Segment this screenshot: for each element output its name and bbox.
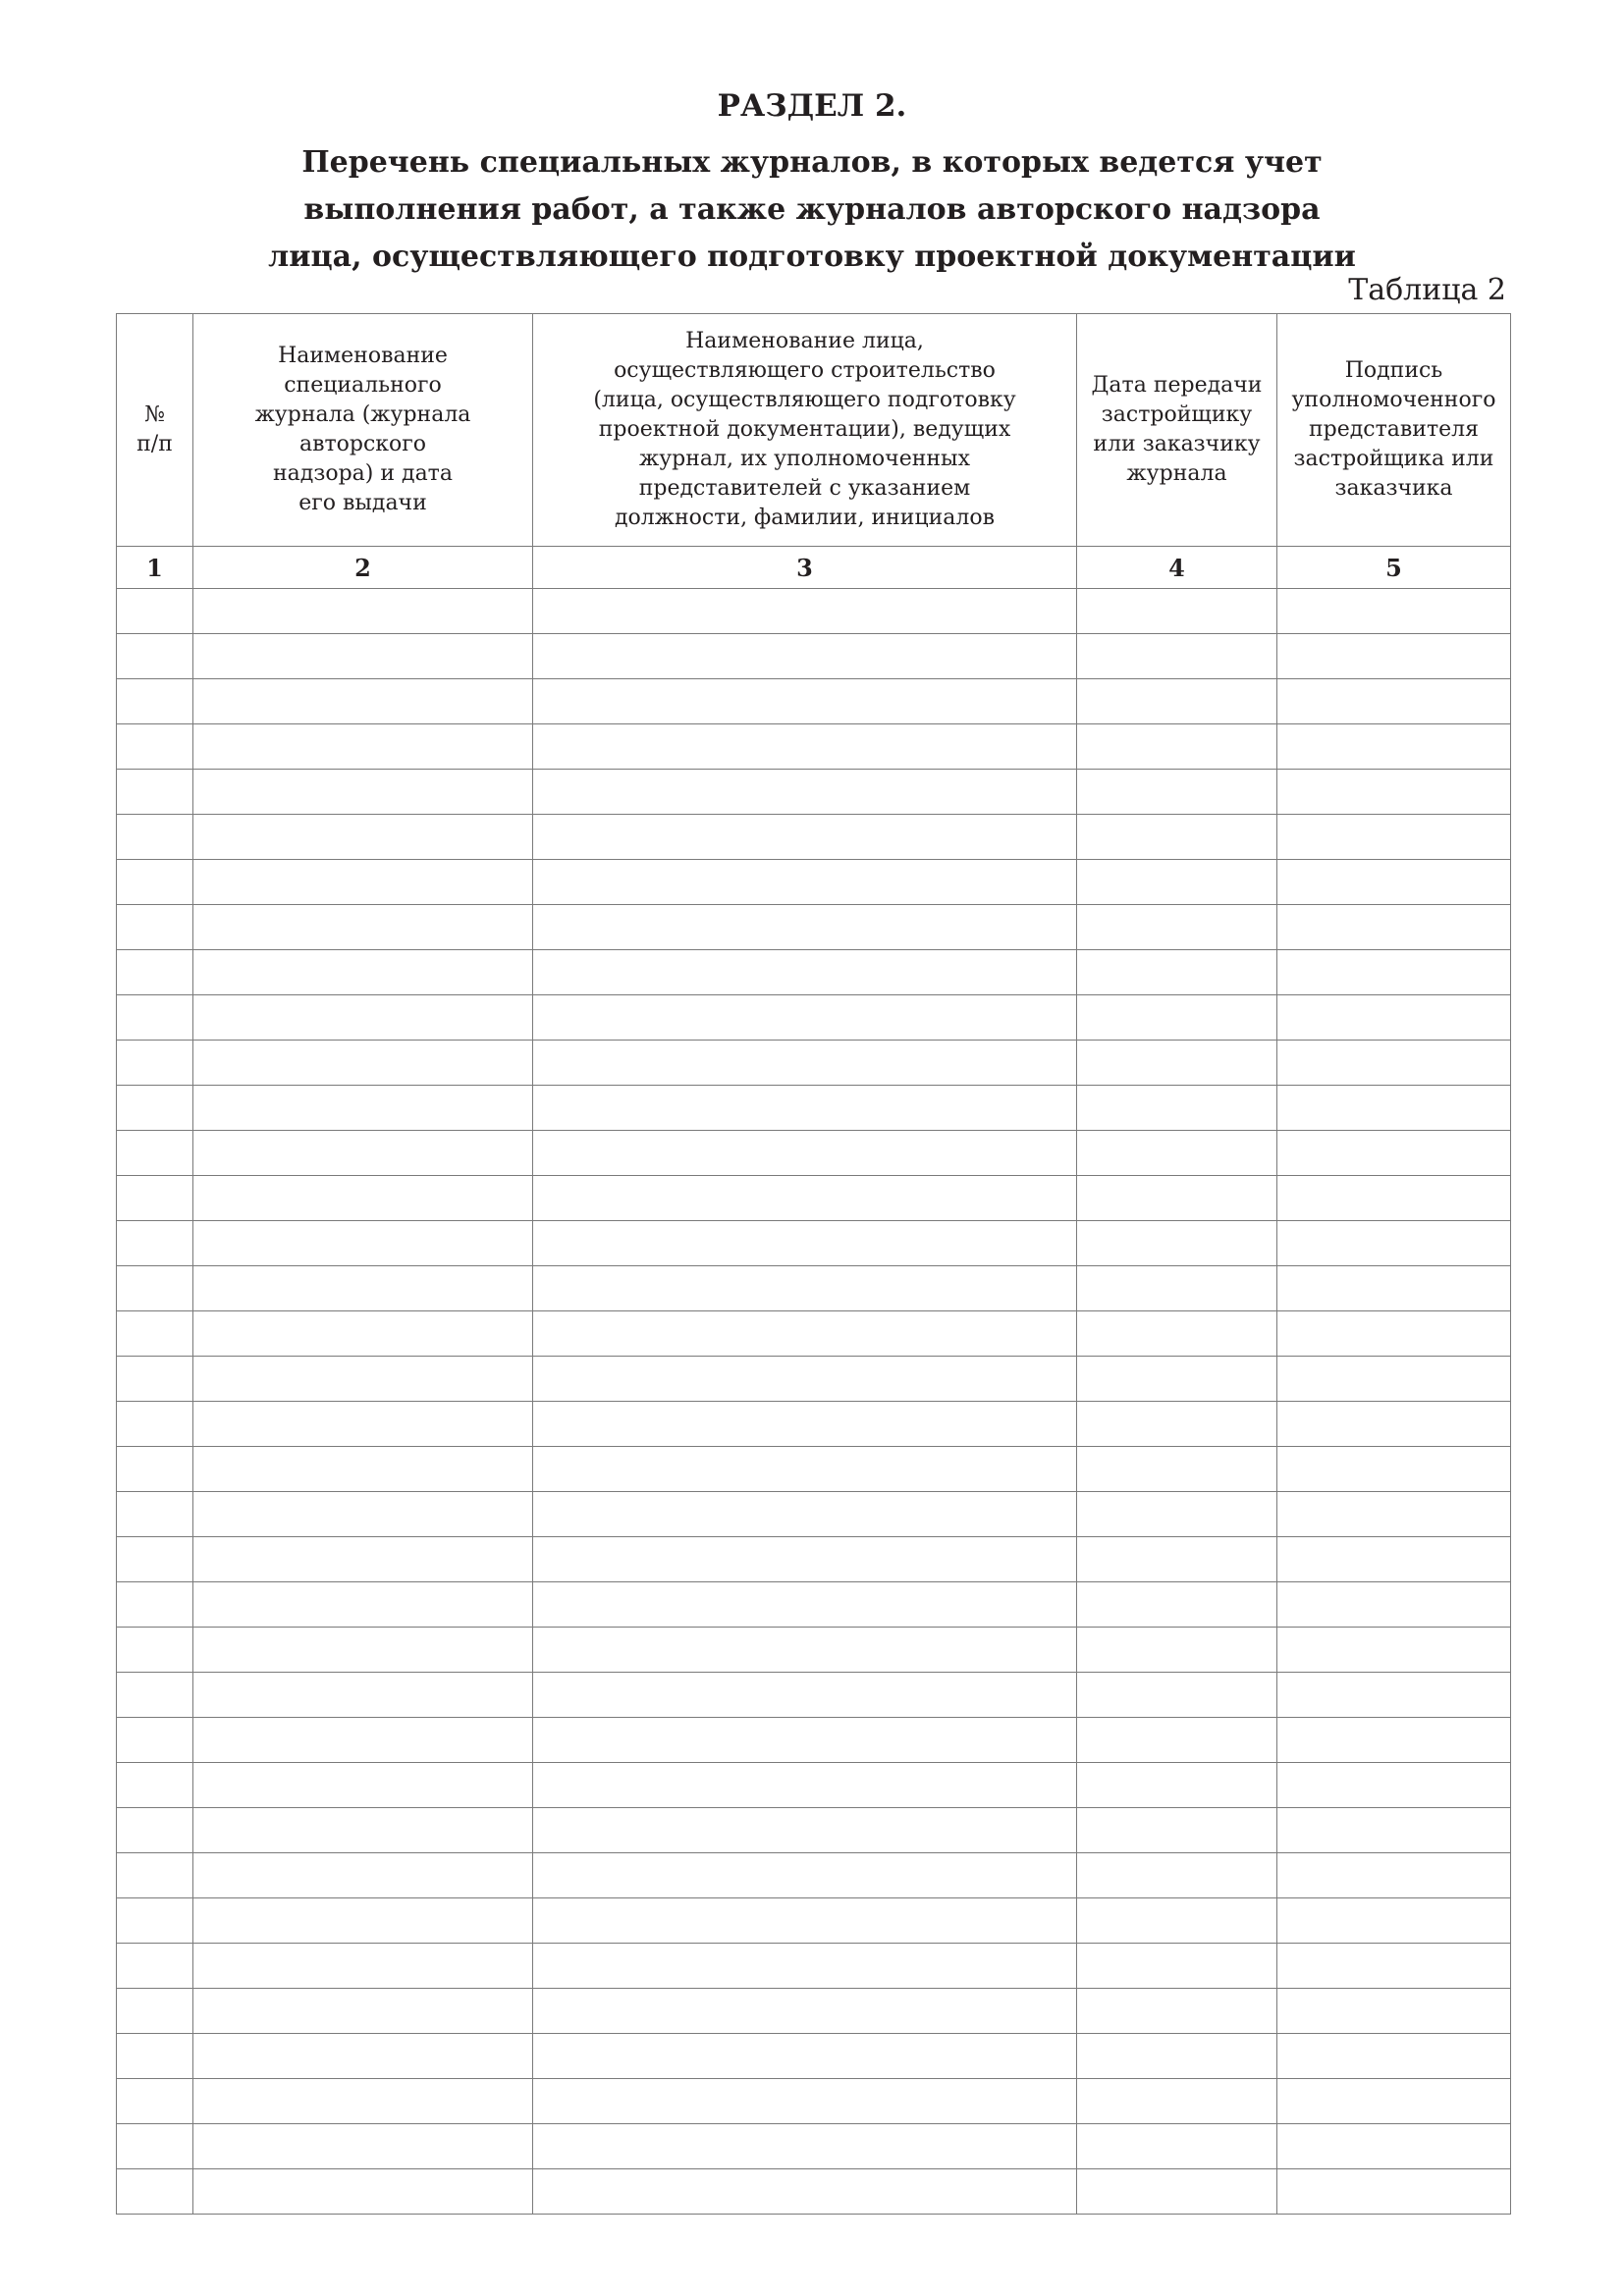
- header-line: заказчика: [1334, 476, 1453, 501]
- table-row: [117, 1853, 1511, 1898]
- table-cell[interactable]: [193, 1989, 533, 2034]
- table-cell[interactable]: [193, 815, 533, 860]
- header-line: должности, фамилии, инициалов: [615, 506, 995, 530]
- column-number: 1: [117, 547, 193, 589]
- table-cell[interactable]: [533, 1311, 1077, 1357]
- header-line: застройщику: [1101, 402, 1253, 427]
- table-cell[interactable]: [1077, 1402, 1277, 1447]
- table-cell[interactable]: [533, 589, 1077, 634]
- table-cell[interactable]: [533, 1492, 1077, 1537]
- table-cell[interactable]: [1077, 950, 1277, 995]
- table-cell[interactable]: [117, 950, 193, 995]
- table-cell[interactable]: [1277, 1853, 1511, 1898]
- header-line: журнал, их уполномоченных: [639, 447, 970, 471]
- table-cell[interactable]: [1277, 1086, 1511, 1131]
- header-line: журнала (журнала: [254, 402, 471, 427]
- header-line: или заказчику: [1093, 432, 1261, 456]
- subtitle-line: выполнения работ, а также журналов авторского надзора: [303, 192, 1321, 227]
- table-cell[interactable]: [193, 1853, 533, 1898]
- table-cell[interactable]: [1077, 1447, 1277, 1492]
- table-cell[interactable]: [193, 1402, 533, 1447]
- table-cell[interactable]: [1077, 1989, 1277, 2034]
- table-cell[interactable]: [193, 2124, 533, 2169]
- table-cell[interactable]: [117, 1447, 193, 1492]
- column-number-row: [117, 547, 1511, 589]
- table-cell[interactable]: [1077, 634, 1277, 679]
- table-cell[interactable]: [193, 1673, 533, 1718]
- table-cell[interactable]: [193, 1221, 533, 1266]
- table-cell[interactable]: [533, 1086, 1077, 1131]
- table-cell[interactable]: [1077, 2034, 1277, 2079]
- table-cell[interactable]: [1077, 1357, 1277, 1402]
- table-row: [117, 2034, 1511, 2079]
- table-cell[interactable]: [193, 1311, 533, 1357]
- table-cell[interactable]: [533, 1628, 1077, 1673]
- table-cell[interactable]: [533, 905, 1077, 950]
- table-cell[interactable]: [1077, 1176, 1277, 1221]
- table-cell[interactable]: [117, 1176, 193, 1221]
- table-cell[interactable]: [533, 815, 1077, 860]
- table-cell[interactable]: [117, 905, 193, 950]
- table-row: [117, 995, 1511, 1041]
- table-cell[interactable]: [1277, 2169, 1511, 2215]
- table-cell[interactable]: [117, 1763, 193, 1808]
- table-cell[interactable]: [117, 1989, 193, 2034]
- table-row: [117, 634, 1511, 679]
- table-cell[interactable]: [117, 860, 193, 905]
- journals-table: [116, 313, 1511, 2215]
- table-cell[interactable]: [117, 2034, 193, 2079]
- table-cell[interactable]: [1077, 1673, 1277, 1718]
- table-cell[interactable]: [117, 1582, 193, 1628]
- table-cell[interactable]: [117, 1718, 193, 1763]
- table-body: [117, 589, 1511, 2215]
- table-row: [117, 1357, 1511, 1402]
- table-cell[interactable]: [1077, 1221, 1277, 1266]
- table-cell[interactable]: [117, 2124, 193, 2169]
- table-row: [117, 1718, 1511, 1763]
- header-line: осуществляющего строительство: [614, 358, 996, 383]
- table-cell[interactable]: [1077, 2169, 1277, 2215]
- table-cell[interactable]: [193, 1628, 533, 1673]
- table-cell[interactable]: [533, 1763, 1077, 1808]
- table-row: [117, 679, 1511, 724]
- table-cell[interactable]: [117, 1402, 193, 1447]
- table-cell[interactable]: [1277, 1944, 1511, 1989]
- table-cell[interactable]: [533, 634, 1077, 679]
- table-row: [117, 2079, 1511, 2124]
- table-cell[interactable]: [1077, 1898, 1277, 1944]
- table-cell[interactable]: [533, 2034, 1077, 2079]
- column-number: 5: [1277, 547, 1511, 589]
- header-line: застройщика или: [1293, 447, 1494, 471]
- column-number: 3: [533, 547, 1077, 589]
- table-cell[interactable]: [193, 724, 533, 770]
- table-cell[interactable]: [533, 1718, 1077, 1763]
- table-cell[interactable]: [193, 634, 533, 679]
- table-cell[interactable]: [1277, 1898, 1511, 1944]
- table-row: [117, 724, 1511, 770]
- table-cell[interactable]: [1277, 1808, 1511, 1853]
- header-row: [117, 314, 1511, 547]
- document-subtitle: [0, 139, 1624, 281]
- header-cell-journal-name: [193, 314, 533, 547]
- table-row: [117, 1311, 1511, 1357]
- table-cell[interactable]: [117, 1628, 193, 1673]
- table-row: [117, 1492, 1511, 1537]
- table-cell[interactable]: [1277, 2124, 1511, 2169]
- table-cell[interactable]: [1277, 860, 1511, 905]
- table-row: [117, 1447, 1511, 1492]
- table-cell[interactable]: [1277, 1311, 1511, 1357]
- table-cell[interactable]: [1277, 1989, 1511, 2034]
- table-cell[interactable]: [117, 1944, 193, 1989]
- table-cell[interactable]: [1277, 1718, 1511, 1763]
- table-cell[interactable]: [533, 1221, 1077, 1266]
- table-row: [117, 1582, 1511, 1628]
- table-cell[interactable]: [193, 860, 533, 905]
- table-cell[interactable]: [193, 1041, 533, 1086]
- header-line: его выдачи: [298, 491, 427, 515]
- header-cell-signature: [1277, 314, 1511, 547]
- table-cell[interactable]: [1077, 1628, 1277, 1673]
- table-cell[interactable]: [1077, 860, 1277, 905]
- table-cell[interactable]: [193, 1718, 533, 1763]
- table-cell[interactable]: [1277, 815, 1511, 860]
- table-cell[interactable]: [1077, 679, 1277, 724]
- table-cell[interactable]: [533, 1402, 1077, 1447]
- table-cell[interactable]: [1077, 1853, 1277, 1898]
- table-cell[interactable]: [193, 1582, 533, 1628]
- table-cell[interactable]: [1077, 1266, 1277, 1311]
- table-row: [117, 1131, 1511, 1176]
- header-line: уполномоченного: [1291, 388, 1496, 412]
- column-number: 4: [1077, 547, 1277, 589]
- table-cell[interactable]: [193, 995, 533, 1041]
- table-cell[interactable]: [193, 2169, 533, 2215]
- table-cell[interactable]: [117, 1898, 193, 1944]
- table-cell[interactable]: [193, 1266, 533, 1311]
- table-cell[interactable]: [1077, 1492, 1277, 1537]
- header-line: авторского: [298, 432, 427, 456]
- table-cell[interactable]: [1277, 1266, 1511, 1311]
- table-cell[interactable]: [193, 950, 533, 995]
- table-cell[interactable]: [533, 1989, 1077, 2034]
- table-cell[interactable]: [193, 905, 533, 950]
- table-cell[interactable]: [117, 1492, 193, 1537]
- table-row: [117, 1266, 1511, 1311]
- table-cell[interactable]: [117, 634, 193, 679]
- subtitle-line: лица, осуществляющего подготовку проектной документации: [268, 240, 1356, 274]
- table-cell[interactable]: [533, 2169, 1077, 2215]
- table-cell[interactable]: [533, 1537, 1077, 1582]
- table-cell[interactable]: [193, 1808, 533, 1853]
- table-row: [117, 2169, 1511, 2215]
- table-cell[interactable]: [533, 724, 1077, 770]
- table-cell[interactable]: [1277, 1131, 1511, 1176]
- table-label: Таблица 2: [1348, 273, 1506, 307]
- table-row: [117, 1944, 1511, 1989]
- table-row: [117, 1628, 1511, 1673]
- table-cell[interactable]: [117, 1131, 193, 1176]
- table-cell[interactable]: [1277, 1673, 1511, 1718]
- header-line: Подпись: [1344, 358, 1443, 383]
- table-cell[interactable]: [117, 1221, 193, 1266]
- table-cell[interactable]: [117, 1808, 193, 1853]
- header-cell-transfer-date: [1077, 314, 1277, 547]
- table-cell[interactable]: [117, 2079, 193, 2124]
- subtitle-line: Перечень специальных журналов, в которых ведется учет: [301, 145, 1323, 180]
- table-cell[interactable]: [533, 1447, 1077, 1492]
- table-cell[interactable]: [533, 995, 1077, 1041]
- table-cell[interactable]: [117, 1311, 193, 1357]
- table-cell[interactable]: [117, 724, 193, 770]
- table-row: [117, 1041, 1511, 1086]
- table-cell[interactable]: [1077, 1808, 1277, 1853]
- table-cell[interactable]: [1277, 589, 1511, 634]
- table-cell[interactable]: [1077, 1944, 1277, 1989]
- header-line: Наименование лица,: [685, 329, 924, 353]
- table-cell[interactable]: [533, 1582, 1077, 1628]
- table-cell[interactable]: [193, 1763, 533, 1808]
- header-line: проектной документации), ведущих: [598, 417, 1011, 442]
- table-row: [117, 1808, 1511, 1853]
- table-cell[interactable]: [117, 815, 193, 860]
- table-cell[interactable]: [1077, 724, 1277, 770]
- table-row: [117, 1402, 1511, 1447]
- table-cell[interactable]: [117, 1041, 193, 1086]
- table-cell[interactable]: [1077, 995, 1277, 1041]
- table-cell[interactable]: [533, 1673, 1077, 1718]
- table-cell[interactable]: [533, 770, 1077, 815]
- table-row: [117, 1537, 1511, 1582]
- table-row: [117, 1763, 1511, 1808]
- table-cell[interactable]: [1077, 1582, 1277, 1628]
- header-line: надзора) и дата: [273, 461, 453, 486]
- table-row: [117, 950, 1511, 995]
- table-cell[interactable]: [193, 2079, 533, 2124]
- table-cell[interactable]: [1277, 1628, 1511, 1673]
- table-row: [117, 905, 1511, 950]
- table-cell[interactable]: [1277, 995, 1511, 1041]
- table-cell[interactable]: [117, 1357, 193, 1402]
- table-cell[interactable]: [193, 1944, 533, 1989]
- table-cell[interactable]: [117, 589, 193, 634]
- table-cell[interactable]: [533, 679, 1077, 724]
- table-cell[interactable]: [533, 860, 1077, 905]
- table-cell[interactable]: [533, 1266, 1077, 1311]
- table-cell[interactable]: [533, 1131, 1077, 1176]
- table-cell[interactable]: [533, 2124, 1077, 2169]
- table-cell[interactable]: [117, 1537, 193, 1582]
- table-row: [117, 1221, 1511, 1266]
- table-cell[interactable]: [533, 1853, 1077, 1898]
- table-cell[interactable]: [1277, 1582, 1511, 1628]
- table-cell[interactable]: [1277, 724, 1511, 770]
- table-cell[interactable]: [117, 1266, 193, 1311]
- header-cell-person-name: [533, 314, 1077, 547]
- table-cell[interactable]: [1077, 1086, 1277, 1131]
- table-cell[interactable]: [1277, 1537, 1511, 1582]
- table-cell[interactable]: [117, 770, 193, 815]
- table-cell[interactable]: [193, 679, 533, 724]
- table-cell[interactable]: [1277, 1447, 1511, 1492]
- table-cell[interactable]: [1277, 1402, 1511, 1447]
- table-cell[interactable]: [1077, 905, 1277, 950]
- table-cell[interactable]: [1077, 815, 1277, 860]
- table-cell[interactable]: [1277, 2079, 1511, 2124]
- table-cell[interactable]: [1277, 1763, 1511, 1808]
- table-cell[interactable]: [1077, 1311, 1277, 1357]
- table-row: [117, 770, 1511, 815]
- column-number: 2: [193, 547, 533, 589]
- table-cell[interactable]: [193, 1176, 533, 1221]
- table-cell[interactable]: [533, 1176, 1077, 1221]
- table-row: [117, 1086, 1511, 1131]
- table-cell[interactable]: [533, 950, 1077, 995]
- header-line: №: [144, 402, 165, 427]
- table-row: [117, 1176, 1511, 1221]
- table-cell[interactable]: [533, 1944, 1077, 1989]
- table-cell[interactable]: [1277, 770, 1511, 815]
- table-cell[interactable]: [1277, 905, 1511, 950]
- table-cell[interactable]: [1077, 1718, 1277, 1763]
- table-cell[interactable]: [1277, 1357, 1511, 1402]
- table-cell[interactable]: [117, 2169, 193, 2215]
- table-cell[interactable]: [1277, 2034, 1511, 2079]
- table-cell[interactable]: [193, 1447, 533, 1492]
- section-title: РАЗДЕЛ 2.: [717, 88, 907, 124]
- table-cell[interactable]: [1277, 679, 1511, 724]
- table-cell[interactable]: [193, 1898, 533, 1944]
- header-line: журнала: [1126, 461, 1227, 486]
- table-cell[interactable]: [1277, 1041, 1511, 1086]
- table-cell[interactable]: [1077, 1131, 1277, 1176]
- table-cell[interactable]: [117, 679, 193, 724]
- table-cell[interactable]: [1277, 1176, 1511, 1221]
- table-cell[interactable]: [1077, 1763, 1277, 1808]
- table-row: [117, 1898, 1511, 1944]
- table-cell[interactable]: [533, 1898, 1077, 1944]
- table-cell[interactable]: [1077, 1041, 1277, 1086]
- table-row: [117, 860, 1511, 905]
- table-cell[interactable]: [117, 1086, 193, 1131]
- table-cell[interactable]: [193, 1492, 533, 1537]
- table-cell[interactable]: [193, 589, 533, 634]
- header-line: п/п: [136, 432, 173, 456]
- table-cell[interactable]: [193, 1537, 533, 1582]
- table-cell[interactable]: [193, 770, 533, 815]
- table-cell[interactable]: [1277, 1221, 1511, 1266]
- table-cell[interactable]: [533, 1808, 1077, 1853]
- table-cell[interactable]: [1277, 950, 1511, 995]
- table-cell[interactable]: [117, 1673, 193, 1718]
- table-cell[interactable]: [117, 1853, 193, 1898]
- header-line: представителя: [1308, 417, 1479, 442]
- table-cell[interactable]: [533, 1041, 1077, 1086]
- header-line: Наименование: [278, 344, 448, 368]
- table-cell[interactable]: [193, 2034, 533, 2079]
- header-line: (лица, осуществляющего подготовку: [593, 388, 1016, 412]
- table-cell[interactable]: [533, 1357, 1077, 1402]
- table-row: [117, 1673, 1511, 1718]
- table-cell[interactable]: [1077, 2079, 1277, 2124]
- table-cell[interactable]: [193, 1131, 533, 1176]
- table-cell[interactable]: [193, 1086, 533, 1131]
- header-line: Дата передачи: [1091, 373, 1263, 398]
- table-cell[interactable]: [1277, 1492, 1511, 1537]
- header-line: специального: [284, 373, 442, 398]
- table-cell[interactable]: [1277, 634, 1511, 679]
- table-cell[interactable]: [533, 2079, 1077, 2124]
- table-cell[interactable]: [1077, 2124, 1277, 2169]
- header-cell-number: [117, 314, 193, 547]
- table-cell[interactable]: [117, 995, 193, 1041]
- table-row: [117, 815, 1511, 860]
- table-row: [117, 2124, 1511, 2169]
- table-cell[interactable]: [1077, 1537, 1277, 1582]
- table-cell[interactable]: [1077, 770, 1277, 815]
- table-row: [117, 589, 1511, 634]
- table-cell[interactable]: [1077, 589, 1277, 634]
- table-row: [117, 1989, 1511, 2034]
- header-line: представителей с указанием: [638, 476, 971, 501]
- table-cell[interactable]: [193, 1357, 533, 1402]
